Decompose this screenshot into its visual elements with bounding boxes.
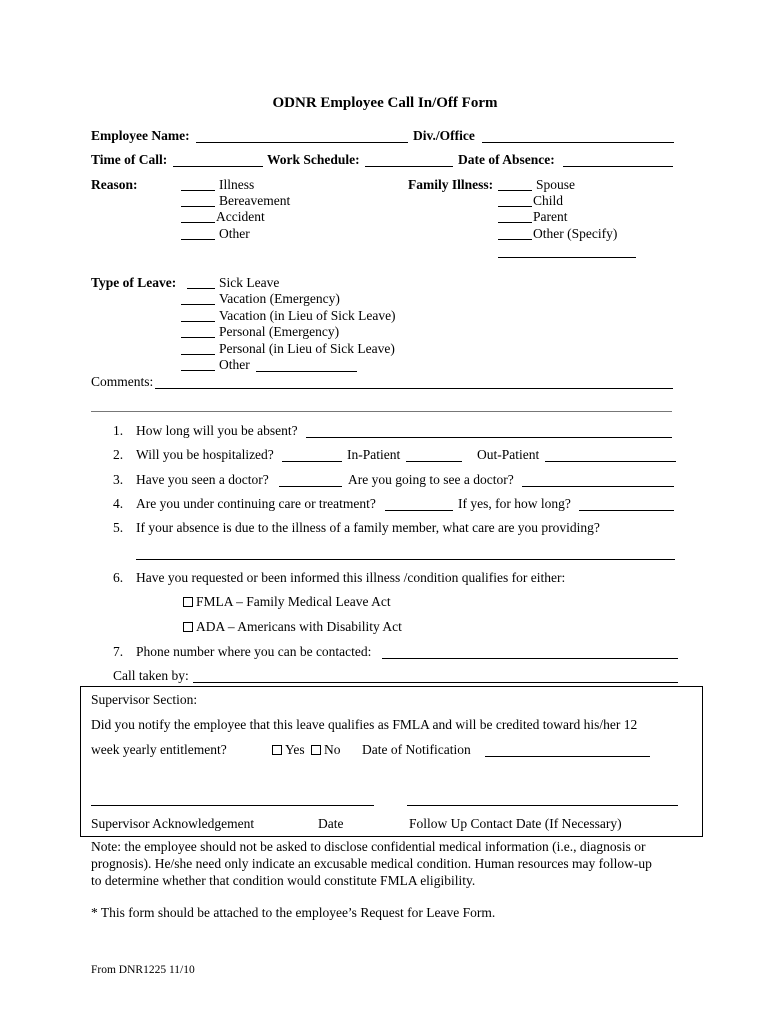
q2-hospitalized-field[interactable] bbox=[282, 461, 342, 462]
leave-blank-personal-emergency[interactable] bbox=[181, 337, 215, 338]
supervisor-no-option[interactable] bbox=[311, 742, 341, 758]
q3-going-doctor-field[interactable] bbox=[522, 486, 674, 487]
family-option-child: Child bbox=[533, 193, 564, 208]
date-of-absence-label: Date of Absence: bbox=[458, 152, 555, 167]
leave-blank-personal-lieu[interactable] bbox=[181, 354, 215, 355]
q2-text: Will you be hospitalized? bbox=[136, 447, 274, 462]
leave-option-other: Other bbox=[219, 357, 250, 372]
supervisor-ack-date-field[interactable] bbox=[91, 805, 374, 806]
call-taken-by-label: Call taken by: bbox=[113, 668, 189, 683]
leave-blank-sick[interactable] bbox=[187, 288, 215, 289]
reason-blank-accident[interactable] bbox=[181, 222, 215, 223]
div-office-field[interactable] bbox=[482, 142, 674, 143]
employee-name-field[interactable] bbox=[196, 142, 408, 143]
family-blank-child[interactable] bbox=[498, 206, 532, 207]
q7-phone-field[interactable] bbox=[382, 658, 678, 659]
q2-number: 2. bbox=[113, 447, 124, 462]
q6-fmla-option[interactable] bbox=[183, 594, 391, 610]
reason-blank-illness[interactable] bbox=[181, 190, 215, 191]
q1-text: How long will you be absent? bbox=[136, 423, 298, 438]
yes-label: Yes bbox=[285, 742, 305, 757]
div-office-label: Div./Office bbox=[413, 128, 475, 143]
employee-name-label: Employee Name: bbox=[91, 128, 190, 143]
ada-checkbox[interactable] bbox=[183, 622, 193, 632]
note-line1: Note: the employee should not be asked to disclose confidential medical information (i.e., diagnosis or bbox=[91, 839, 646, 854]
q2-outpatient-label: Out-Patient bbox=[477, 447, 540, 462]
yes-checkbox[interactable] bbox=[272, 745, 282, 755]
reason-blank-bereavement[interactable] bbox=[181, 206, 215, 207]
supervisor-section-box bbox=[80, 686, 703, 837]
q5-number: 5. bbox=[113, 520, 124, 535]
date-of-notification-field[interactable] bbox=[485, 756, 650, 757]
time-of-call-field[interactable] bbox=[173, 166, 263, 167]
fmla-label: FMLA – Family Medical Leave Act bbox=[196, 594, 391, 609]
q4-how-long-field[interactable] bbox=[579, 510, 674, 511]
reason-option-accident: Accident bbox=[216, 209, 265, 224]
leave-option-vacation-lieu: Vacation (in Lieu of Sick Leave) bbox=[219, 308, 396, 323]
reason-option-other: Other bbox=[219, 226, 250, 241]
supervisor-question-line2: week yearly entitlement? bbox=[91, 742, 227, 757]
leave-blank-other[interactable] bbox=[181, 370, 215, 371]
note-line2: prognosis). He/she need only indicate an excusable medical condition. Human resources may follow-up bbox=[91, 856, 652, 871]
attach-note: * This form should be attached to the employee’s Request for Leave Form. bbox=[91, 905, 496, 920]
follow-up-date-field[interactable] bbox=[407, 805, 678, 806]
leave-option-personal-lieu: Personal (in Lieu of Sick Leave) bbox=[219, 341, 395, 356]
q4-number: 4. bbox=[113, 496, 124, 511]
family-blank-spouse[interactable] bbox=[498, 190, 532, 191]
q3-seen-doctor-field[interactable] bbox=[279, 486, 342, 487]
page-title: ODNR Employee Call In/Off Form bbox=[272, 95, 498, 111]
q4-text2: If yes, for how long? bbox=[458, 496, 571, 511]
leave-option-vacation-emergency: Vacation (Emergency) bbox=[219, 291, 340, 306]
work-schedule-label: Work Schedule: bbox=[267, 152, 360, 167]
reason-label: Reason: bbox=[91, 177, 138, 192]
family-blank-parent[interactable] bbox=[498, 222, 532, 223]
reason-blank-other[interactable] bbox=[181, 239, 215, 240]
ada-label: ADA – Americans with Disability Act bbox=[196, 619, 402, 634]
supervisor-question-line1: Did you notify the employee that this leave qualifies as FMLA and will be credited toward his/her 12 bbox=[91, 717, 638, 732]
q5-text: If your absence is due to the illness of a family member, what care are you providing? bbox=[136, 520, 600, 535]
q3-text: Have you seen a doctor? bbox=[136, 472, 269, 487]
type-of-leave-label: Type of Leave: bbox=[91, 275, 177, 290]
q6-ada-option[interactable] bbox=[183, 619, 402, 635]
date-of-absence-field[interactable] bbox=[563, 166, 673, 167]
note-line3: to determine whether that condition would constitute FMLA eligibility. bbox=[91, 873, 476, 888]
supervisor-heading: Supervisor Section: bbox=[91, 692, 198, 707]
leave-blank-vacation-emergency[interactable] bbox=[181, 304, 215, 305]
q2-inpatient-field[interactable] bbox=[406, 461, 462, 462]
comments-field-line1[interactable] bbox=[155, 388, 673, 389]
q6-text: Have you requested or been informed this illness /condition qualifies for either: bbox=[136, 570, 566, 585]
family-option-other: Other (Specify) bbox=[533, 226, 618, 241]
q1-number: 1. bbox=[113, 423, 124, 438]
no-checkbox[interactable] bbox=[311, 745, 321, 755]
family-option-spouse: Spouse bbox=[536, 177, 576, 192]
leave-option-personal-emergency: Personal (Emergency) bbox=[219, 324, 340, 339]
leave-other-specify-field[interactable] bbox=[256, 371, 357, 372]
q2-outpatient-field[interactable] bbox=[545, 461, 676, 462]
supervisor-yes-option[interactable] bbox=[272, 742, 305, 758]
q1-answer-field[interactable] bbox=[306, 437, 672, 438]
family-option-parent: Parent bbox=[533, 209, 568, 224]
form-number-footer: From DNR1225 11/10 bbox=[91, 964, 195, 976]
comments-label: Comments: bbox=[91, 374, 154, 389]
q7-text: Phone number where you can be contacted: bbox=[136, 644, 372, 659]
call-taken-by-field[interactable] bbox=[193, 682, 678, 683]
follow-up-label: Follow Up Contact Date (If Necessary) bbox=[409, 816, 622, 831]
q4-continuing-care-field[interactable] bbox=[385, 510, 453, 511]
q4-text: Are you under continuing care or treatment? bbox=[136, 496, 376, 511]
q2-inpatient-label: In-Patient bbox=[347, 447, 401, 462]
date-of-notification-label: Date of Notification bbox=[362, 742, 471, 757]
q3-number: 3. bbox=[113, 472, 124, 487]
reason-option-bereavement: Bereavement bbox=[219, 193, 291, 208]
q7-number: 7. bbox=[113, 644, 124, 659]
comments-field-line2[interactable] bbox=[91, 411, 672, 412]
q3-text2: Are you going to see a doctor? bbox=[348, 472, 514, 487]
family-illness-label: Family Illness: bbox=[408, 177, 494, 192]
work-schedule-field[interactable] bbox=[365, 166, 453, 167]
q5-answer-field[interactable] bbox=[136, 559, 675, 560]
time-of-call-label: Time of Call: bbox=[91, 152, 168, 167]
family-blank-other[interactable] bbox=[498, 239, 532, 240]
no-label: No bbox=[324, 742, 341, 757]
family-other-specify-field[interactable] bbox=[498, 257, 636, 258]
leave-blank-vacation-lieu[interactable] bbox=[181, 321, 215, 322]
fmla-checkbox[interactable] bbox=[183, 597, 193, 607]
reason-option-illness: Illness bbox=[219, 177, 255, 192]
leave-option-sick: Sick Leave bbox=[219, 275, 280, 290]
supervisor-ack-label: Supervisor Acknowledgement bbox=[91, 816, 255, 831]
q6-number: 6. bbox=[113, 570, 124, 585]
supervisor-date-label: Date bbox=[318, 816, 344, 831]
